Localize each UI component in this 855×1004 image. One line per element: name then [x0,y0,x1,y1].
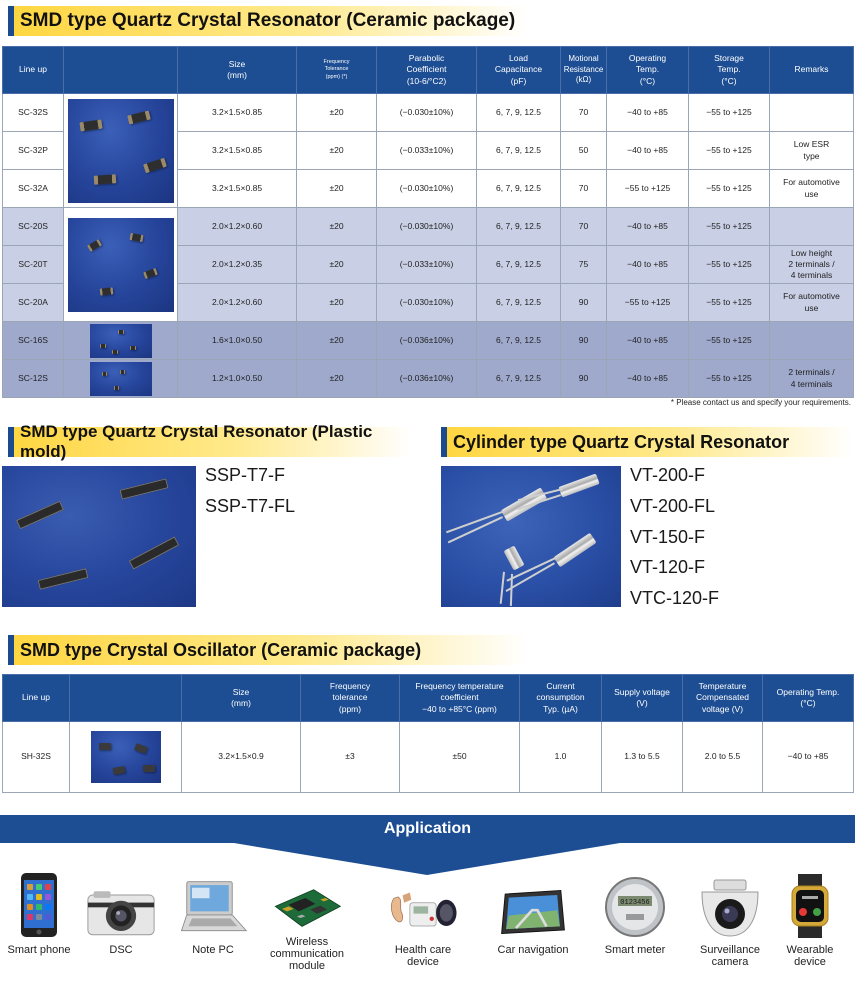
header-operating: Operating Temp. (°C) [607,47,689,94]
cell-load: 6, 7, 9, 12.5 [477,132,561,170]
cell-tolerance: ±20 [297,170,377,208]
cell-load: 6, 7, 9, 12.5 [477,322,561,360]
osc-header-supply: Supply voltage (V) [602,675,683,722]
cell-storage: −55 to +125 [689,94,770,132]
health-device-icon [388,882,458,938]
osc-header-ftc: Frequency temperature coefficient −40 to +85°C (ppm) [400,675,520,722]
osc-header-tolerance: Frequency tolerance (ppm) [301,675,400,722]
header-remarks: Remarks [770,47,854,94]
cell-load: 6, 7, 9, 12.5 [477,246,561,284]
table-row [3,722,854,793]
cell-tolerance: ±20 [297,94,377,132]
cell-storage: −55 to +125 [689,284,770,322]
sc-12s-photo [64,360,178,398]
sh-32s-photo [70,722,182,793]
sc-20-photo [64,208,178,322]
application-arrow [234,843,620,875]
cell-resistance: 70 [561,94,607,132]
cell-ftc: ±50 [400,722,520,793]
cell-remarks: 2 terminals / 4 terminals [770,360,854,398]
oscillator-table [2,674,854,793]
cell-storage: −55 to +125 [689,322,770,360]
plastic-model-2: SSP-T7-FL [205,496,296,516]
cell-resistance: 90 [561,284,607,322]
osc-header-current: Current consumption Typ. (µA) [520,675,602,722]
app-label: device [407,956,439,968]
app-surveillance-camera [685,876,775,968]
cell-size: 2.0×1.2×0.35 [178,246,297,284]
cell-resistance: 50 [561,132,607,170]
cell-remarks [770,94,854,132]
app-wearable-device [765,876,855,968]
cell-lineup: SC-20T [3,246,64,284]
app-label: Wearable [786,944,834,956]
cell-lineup: SC-20S [3,208,64,246]
oscillator-title: SMD type Crystal Oscillator (Ceramic package) [8,635,528,665]
cylinder-model-4: VT-120-F [630,557,706,577]
cell-operating: −40 to +85 [607,246,689,284]
cell-lineup: SC-32P [3,132,64,170]
smart-phone-icon [19,872,59,938]
cell-size: 3.2×1.5×0.9 [182,722,301,793]
app-label: Note PC [192,944,234,956]
app-label: communication [270,948,344,960]
cell-operating: −40 to +85 [763,722,854,793]
cell-resistance: 90 [561,322,607,360]
cell-lineup: SC-32S [3,94,64,132]
cell-storage: −55 to +125 [689,170,770,208]
cell-size: 3.2×1.5×0.85 [178,94,297,132]
app-label: Car navigation [497,944,569,956]
cell-tolerance: ±20 [297,208,377,246]
sc-16s-photo [64,322,178,360]
cell-resistance: 90 [561,360,607,398]
cell-coefficient: (−0.033±10%) [377,246,477,284]
cell-lineup: SC-12S [3,360,64,398]
table-row [3,94,854,132]
cell-storage: −55 to +125 [689,208,770,246]
osc-header-size: Size (mm) [182,675,301,722]
cell-coefficient: (−0.036±10%) [377,360,477,398]
cell-storage: −55 to +125 [689,132,770,170]
cylinder-model-2: VT-200-FL [630,496,716,516]
smart-watch-icon [788,874,832,938]
osc-header-operating: Operating Temp. (°C) [763,675,854,722]
cell-remarks: Low ESR type [770,132,854,170]
contact-note: * Please contact us and specify your requirements. [670,398,851,407]
header-lineup: Line up [3,47,64,94]
app-note-pc [168,876,258,956]
cell-operating: −40 to +85 [607,208,689,246]
cell-lineup: SC-32A [3,170,64,208]
osc-header-tcv: Temperature Compensated voltage (V) [683,675,763,722]
cell-size: 1.6×1.0×0.50 [178,322,297,360]
cell-tolerance: ±20 [297,132,377,170]
cell-supply-voltage: 1.3 to 5.5 [602,722,683,793]
header-motional: Motional Resistance (kΩ) [561,47,607,94]
cell-size: 2.0×1.2×0.60 [178,208,297,246]
cell-coefficient: (−0.030±10%) [377,208,477,246]
app-smart-meter [590,876,680,956]
app-label: Smart meter [604,944,666,956]
cell-operating: −40 to +85 [607,94,689,132]
cell-resistance: 75 [561,246,607,284]
table-row [3,208,854,246]
cell-remarks: For automotive use [770,284,854,322]
header-load: Load Capacitance (pF) [477,47,561,94]
app-wireless-module [262,876,352,972]
osc-header-image [70,675,182,722]
app-label: Smart phone [7,944,71,956]
cell-coefficient: (−0.036±10%) [377,322,477,360]
app-label: device [794,956,826,968]
cell-remarks: For automotive use [770,170,854,208]
cell-size: 2.0×1.2×0.60 [178,284,297,322]
laptop-icon [178,876,248,938]
app-label: module [288,960,326,972]
surveillance-camera-icon [698,878,762,938]
app-label: Health care [394,944,452,956]
cell-load: 6, 7, 9, 12.5 [477,94,561,132]
plastic-model-1: SSP-T7-F [205,465,286,485]
smart-meter-icon [604,876,666,938]
meter-display: 0123456 [620,899,650,907]
cell-coefficient: (−0.030±10%) [377,170,477,208]
app-health-care [378,876,468,968]
car-navigation-icon [498,886,568,938]
cell-lineup: SC-16S [3,322,64,360]
cell-operating: −40 to +85 [607,360,689,398]
cell-operating: −55 to +125 [607,170,689,208]
header-parabolic: Parabolic Coefficient (10-6/°C2) [377,47,477,94]
app-label: Wireless [285,936,329,948]
cylinder-model-3: VT-150-F [630,527,706,547]
cell-lineup: SC-20A [3,284,64,322]
header-storage: Storage Temp. (°C) [689,47,770,94]
cell-tolerance: ±20 [297,284,377,322]
cell-size: 3.2×1.5×0.85 [178,170,297,208]
cell-coefficient: (−0.033±10%) [377,132,477,170]
table-row [3,360,854,398]
cell-remarks: Low height 2 terminals / 4 terminals [770,246,854,284]
cell-resistance: 70 [561,170,607,208]
cell-tolerance: ±20 [297,360,377,398]
cell-operating: −40 to +85 [607,322,689,360]
table-row [3,322,854,360]
app-label: Surveillance [700,944,760,956]
camera-icon [86,888,156,938]
app-label: camera [711,956,749,968]
sc-32-photo [64,94,178,208]
cylinder-photo [441,466,621,607]
cell-remarks [770,208,854,246]
cell-size: 1.2×1.0×0.50 [178,360,297,398]
cell-tolerance: ±3 [301,722,400,793]
cell-tolerance: ±20 [297,246,377,284]
cell-operating: −40 to +85 [607,132,689,170]
cell-lineup: SH-32S [3,722,70,793]
app-smart-phone [0,876,84,956]
app-dsc [76,876,166,956]
app-label: DSC [109,944,133,956]
header-size: Size (mm) [178,47,297,94]
cylinder-model-1: VT-200-F [630,465,706,485]
resonator-table [2,46,854,398]
plastic-mold-title: SMD type Quartz Crystal Resonator (Plastic mold) [8,427,412,457]
app-car-navigation [488,876,578,956]
cell-load: 6, 7, 9, 12.5 [477,360,561,398]
cell-current: 1.0 [520,722,602,793]
cell-load: 6, 7, 9, 12.5 [477,208,561,246]
osc-header-lineup: Line up [3,675,70,722]
application-title: Application [383,820,472,837]
cell-coefficient: (−0.030±10%) [377,284,477,322]
plastic-mold-photo [2,466,196,607]
cell-tcv: 2.0 to 5.5 [683,722,763,793]
cell-coefficient: (−0.030±10%) [377,94,477,132]
cell-operating: −55 to +125 [607,284,689,322]
cell-load: 6, 7, 9, 12.5 [477,284,561,322]
cell-storage: −55 to +125 [689,360,770,398]
cell-load: 6, 7, 9, 12.5 [477,170,561,208]
cylinder-model-5: VTC-120-F [630,588,720,608]
cell-resistance: 70 [561,208,607,246]
circuit-board-icon [272,884,342,932]
ceramic-resonator-title: SMD type Quartz Crystal Resonator (Ceramic package) [8,6,528,36]
cell-remarks [770,322,854,360]
cell-storage: −55 to +125 [689,246,770,284]
cylinder-title: Cylinder type Quartz Crystal Resonator [441,427,853,457]
header-image [64,47,178,94]
cell-size: 3.2×1.5×0.85 [178,132,297,170]
header-frequency-tolerance: Frequency Tolerance (ppm) (*) [297,47,377,94]
cell-tolerance: ±20 [297,322,377,360]
